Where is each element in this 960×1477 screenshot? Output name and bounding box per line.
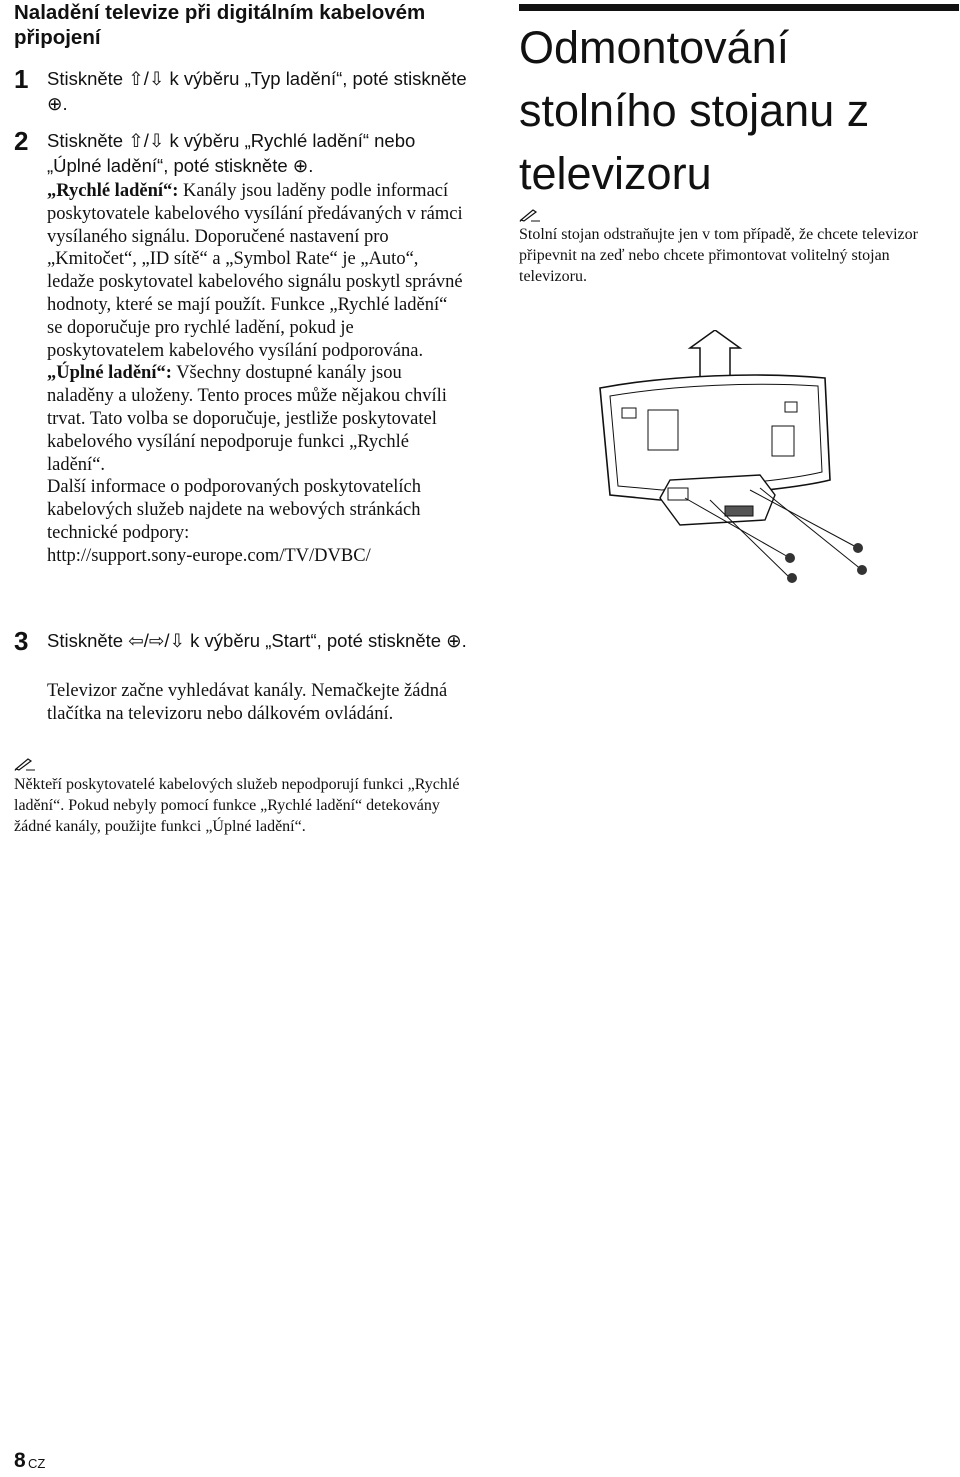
step-number: 3 — [14, 626, 29, 656]
step3-paragraph: Televizor začne vyhledávat kanály. Nemačkejte žádná tlačítka na televizoru nebo dálkovém ovládání. — [47, 681, 448, 724]
support-url: http://support.sony-europe.com/TV/DVBC/ — [47, 545, 371, 566]
pencil-note-icon — [519, 208, 541, 222]
step-number: 1 — [14, 64, 29, 94]
quick-tuning-text: Kanály jsou laděny podle informací poskytovatele kabelového vysílání předávaných v rámci vysílaného signálu. Doporučené nastavení pro „Kmitočet“, „ID sítě“ a „Symbol Rate“ je „Auto“, ledaže poskytovatel kabelového signálu poskytl správné hodnoty, které se mají použít. Funkce „Rychlé ladění“ se doporučuje pro rychlé ladění, pokud je poskytovatelem kabelového vysílání podporována. — [47, 181, 463, 361]
step3-body — [47, 680, 467, 726]
left-note-text: Někteří poskytovatelé kabelových služeb nepodporují funkci „Rychlé ladění“. Pokud nebyly pomocí funkce „Rychlé ladění“ detekovány žádné kanály, použijte funkci „Úplné ladění“. — [14, 776, 460, 835]
step-text: Stiskněte ⇧/⇩ k výběru „Typ ladění“, poté stiskněte ⊕. — [47, 68, 467, 114]
full-tuning-text: Všechny dostupné kanály jsou naladěny a uloženy. Tento proces může nějakou chvíli trvat. Tato volba se doporučuje, jestliže poskytovatel kabelového vysílání nepodporuje funkci „Rychlé ladění“. — [47, 363, 447, 475]
quick-tuning-label: „Rychlé ladění“: — [47, 181, 179, 201]
pencil-note-icon — [14, 757, 36, 771]
step2-body — [47, 180, 467, 568]
right-note-text: Stolní stojan odstraňujte jen v tom případě, že chcete televizor připevnit na zeď nebo chcete přimontovat volitelný stojan televizoru. — [519, 226, 918, 285]
section-title: Naladění televize při digitálním kabelovém připojení — [14, 1, 426, 49]
page-language: CZ — [28, 1456, 46, 1471]
info-paragraph: Další informace o podporovaných poskytovatelích kabelových služeb najdete na webových stránkách technické podpory: — [47, 477, 422, 543]
title-bar — [519, 4, 959, 11]
tv-stand-removal-illustration — [590, 330, 880, 590]
step-number: 2 — [14, 126, 29, 156]
step-text: Stiskněte ⇧/⇩ k výběru „Rychlé ladění“ nebo „Úplné ladění“, poté stiskněte ⊕. — [47, 130, 416, 176]
page-number: 8 — [14, 1449, 26, 1472]
page-title: Odmontování stolního stojanu z televizoru — [519, 22, 870, 199]
full-tuning-paragraph — [47, 362, 467, 476]
step-text: Stiskněte ⇦/⇨/⇩ k výběru „Start“, poté stiskněte ⊕. — [47, 630, 467, 651]
quick-tuning-paragraph — [47, 180, 467, 362]
full-tuning-label: „Úplné ladění“: — [47, 363, 172, 384]
